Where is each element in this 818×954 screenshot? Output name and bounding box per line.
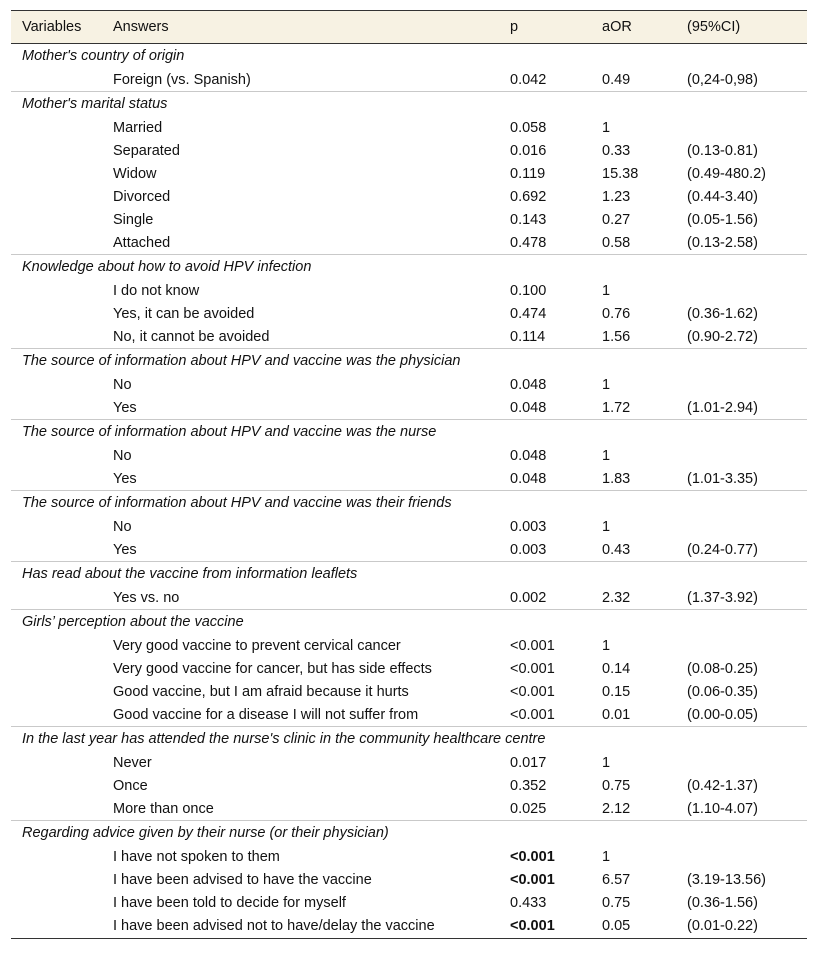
variable-cell [11, 634, 103, 657]
answer-cell: Very good vaccine to prevent cervical cancer [113, 637, 401, 654]
group-row [11, 420, 807, 445]
p-value-cell: 0.048 [510, 447, 547, 464]
answer-cell: Married [113, 119, 163, 136]
ci-cell: (1.37-3.92) [687, 589, 758, 606]
variable-cell [11, 657, 103, 680]
table-row [11, 845, 807, 868]
answer-cell: Foreign (vs. Spanish) [113, 71, 251, 88]
answer-cell: No, it cannot be avoided [113, 328, 270, 345]
aor-cell: 0.75 [602, 777, 631, 794]
p-value-cell: <0.001 [510, 637, 555, 654]
ci-cell [677, 845, 807, 868]
results-table [11, 10, 807, 939]
answer-cell: Good vaccine for a disease I will not suffer from [113, 706, 419, 723]
aor-cell: 0.49 [602, 71, 631, 88]
table-row [11, 116, 807, 139]
variable-cell [11, 914, 103, 939]
aor-cell: 1.56 [602, 328, 631, 345]
ci-cell: (0.24-0.77) [687, 541, 758, 558]
ci-cell [677, 751, 807, 774]
table-row [11, 680, 807, 703]
aor-cell: 0.76 [602, 305, 631, 322]
group-title: Regarding advice given by their nurse (or their physician) [11, 821, 807, 846]
answer-cell: Yes [113, 399, 137, 416]
aor-cell: 0.58 [602, 234, 631, 251]
table-row [11, 657, 807, 680]
ci-cell: (0.01-0.22) [677, 914, 807, 939]
table-header [11, 11, 807, 44]
group-title: The source of information about HPV and vaccine was the physician [11, 349, 807, 374]
aor-cell: 0.75 [602, 894, 631, 911]
ci-cell: (0.00-0.05) [687, 706, 758, 723]
group-title: In the last year has attended the nurse's clinic in the community healthcare centre [11, 727, 807, 752]
aor-cell: 1.23 [602, 188, 631, 205]
table-row [11, 68, 807, 92]
table-row [11, 751, 807, 774]
p-value-cell: 0.025 [510, 800, 547, 817]
ci-cell [677, 279, 807, 302]
group-title: The source of information about HPV and vaccine was their friends [11, 491, 807, 516]
answer-cell: Very good vaccine for cancer, but has side effects [113, 660, 432, 677]
p-value-cell: 0.474 [510, 305, 547, 322]
answer-cell: Single [113, 211, 154, 228]
aor-cell: 1.72 [602, 399, 631, 416]
p-value-cell: 0.100 [510, 282, 547, 299]
aor-cell: 2.12 [602, 800, 631, 817]
ci-cell [677, 373, 807, 396]
answer-cell: No [113, 518, 132, 535]
ci-cell: (0.08-0.25) [687, 660, 758, 677]
p-value-cell: <0.001 [510, 871, 555, 888]
variable-cell [11, 467, 103, 491]
aor-cell: 0.27 [602, 211, 631, 228]
answer-cell: Separated [113, 142, 180, 159]
aor-cell: 1 [602, 119, 611, 136]
table-row [11, 868, 807, 891]
answer-cell: No [113, 447, 132, 464]
ci-cell: (0.13-0.81) [687, 142, 758, 159]
answer-cell: Good vaccine, but I am afraid because it hurts [113, 683, 409, 700]
answer-cell: I have been advised to have the vaccine [113, 871, 372, 888]
ci-cell: (1.01-3.35) [687, 470, 758, 487]
variable-cell [11, 538, 103, 562]
ci-cell: (0.49-480.2) [687, 165, 766, 182]
p-value-cell: 0.048 [510, 470, 547, 487]
answer-cell: Attached [113, 234, 171, 251]
variable-cell [11, 444, 103, 467]
answer-cell: Never [113, 754, 152, 771]
variable-cell [11, 325, 103, 349]
p-value-cell: <0.001 [510, 660, 555, 677]
aor-cell: 6.57 [602, 871, 631, 888]
table-row [11, 891, 807, 914]
variable-cell [11, 868, 103, 891]
variable-cell [11, 279, 103, 302]
ci-cell: (0.05-1.56) [687, 211, 758, 228]
p-value-cell: 0.003 [510, 541, 547, 558]
table-row [11, 208, 807, 231]
aor-cell: 0.33 [602, 142, 631, 159]
aor-cell: 1 [602, 848, 611, 865]
group-title: The source of information about HPV and vaccine was the nurse [11, 420, 807, 445]
variable-cell [11, 396, 103, 420]
group-row [11, 349, 807, 374]
p-value-cell: 0.017 [510, 754, 547, 771]
ci-cell: (0.06-0.35) [687, 683, 758, 700]
variable-cell [11, 208, 103, 231]
results-table-container [11, 10, 807, 939]
answer-cell: I have been told to decide for myself [113, 894, 346, 911]
aor-cell: 0.14 [602, 660, 631, 677]
aor-cell: 1 [602, 376, 611, 393]
ci-cell [677, 116, 807, 139]
p-value-cell: 0.048 [510, 399, 547, 416]
aor-cell: 1 [602, 518, 611, 535]
p-value-cell: 0.352 [510, 777, 547, 794]
table-row [11, 279, 807, 302]
group-title: Mother's marital status [11, 92, 807, 117]
table-row [11, 139, 807, 162]
variable-cell [11, 116, 103, 139]
variable-cell [11, 139, 103, 162]
table-row [11, 373, 807, 396]
variable-cell [11, 797, 103, 821]
ci-cell [677, 444, 807, 467]
p-value-cell: 0.042 [510, 71, 547, 88]
group-row [11, 44, 807, 69]
ci-cell: (1.10-4.07) [687, 800, 758, 817]
table-row [11, 538, 807, 562]
variable-cell [11, 302, 103, 325]
p-value-cell: 0.002 [510, 589, 547, 606]
p-value-cell: 0.048 [510, 376, 547, 393]
table-row [11, 703, 807, 727]
aor-cell: 0.01 [602, 706, 631, 723]
aor-cell: 1 [602, 637, 611, 654]
table-row [11, 515, 807, 538]
table-row [11, 914, 807, 939]
p-value-cell: <0.001 [510, 683, 555, 700]
ci-cell: (0.36-1.56) [687, 894, 758, 911]
variable-cell [11, 586, 103, 610]
ci-cell [677, 634, 807, 657]
p-value-cell: 0.478 [510, 234, 547, 251]
p-value-cell: <0.001 [510, 848, 555, 865]
table-body [11, 44, 807, 939]
group-title: Has read about the vaccine from information leaflets [11, 562, 807, 587]
answer-cell: Yes [113, 541, 137, 558]
p-value-cell: 0.114 [510, 328, 546, 345]
ci-cell: (1.01-2.94) [687, 399, 758, 416]
aor-cell: 1 [602, 447, 611, 464]
p-value-cell: 0.003 [510, 518, 547, 535]
answer-cell: More than once [113, 800, 214, 817]
p-value-cell: 0.692 [510, 188, 547, 205]
variable-cell [11, 373, 103, 396]
header-p: p [500, 11, 592, 44]
header-row [11, 11, 807, 44]
p-value-cell: 0.433 [510, 894, 547, 911]
answer-cell: Once [113, 777, 148, 794]
header-ci: (95%CI) [677, 11, 807, 44]
aor-cell: 1 [602, 282, 611, 299]
group-row [11, 491, 807, 516]
p-value-cell: <0.001 [500, 914, 592, 939]
variable-cell [11, 751, 103, 774]
table-row [11, 586, 807, 610]
variable-cell [11, 231, 103, 255]
table-row [11, 774, 807, 797]
group-row [11, 92, 807, 117]
ci-cell: (0.44-3.40) [687, 188, 758, 205]
table-row [11, 467, 807, 491]
group-title: Knowledge about how to avoid HPV infection [11, 255, 807, 280]
answer-cell: I have not spoken to them [113, 848, 280, 865]
table-row [11, 444, 807, 467]
variable-cell [11, 68, 103, 92]
table-row [11, 325, 807, 349]
table-row [11, 231, 807, 255]
answer-cell: Yes vs. no [113, 589, 180, 606]
answer-cell: Yes [113, 470, 137, 487]
group-row [11, 821, 807, 846]
variable-cell [11, 774, 103, 797]
group-row [11, 727, 807, 752]
table-row [11, 302, 807, 325]
answer-cell: I do not know [113, 282, 200, 299]
variable-cell [11, 703, 103, 727]
answer-cell: Widow [113, 165, 157, 182]
group-title: Girls’ perception about the vaccine [11, 610, 807, 635]
answer-cell: Yes, it can be avoided [113, 305, 255, 322]
header-answers: Answers [103, 11, 500, 44]
aor-cell: 0.15 [602, 683, 631, 700]
p-value-cell: 0.058 [510, 119, 547, 136]
answer-cell: I have been advised not to have/delay the vaccine [103, 914, 500, 939]
table-row [11, 396, 807, 420]
group-row [11, 255, 807, 280]
table-row [11, 185, 807, 208]
variable-cell [11, 162, 103, 185]
aor-cell: 1.83 [602, 470, 631, 487]
table-row [11, 634, 807, 657]
ci-cell: (3.19-13.56) [687, 871, 766, 888]
group-row [11, 562, 807, 587]
ci-cell: (0.42-1.37) [687, 777, 758, 794]
variable-cell [11, 891, 103, 914]
group-title: Mother's country of origin [22, 48, 185, 64]
aor-cell: 0.05 [592, 914, 677, 939]
table-row [11, 162, 807, 185]
variable-cell [11, 185, 103, 208]
header-aor: aOR [592, 11, 677, 44]
variable-cell [11, 680, 103, 703]
ci-cell: (0.13-2.58) [687, 234, 758, 251]
p-value-cell: 0.016 [510, 142, 547, 159]
p-value-cell: 0.143 [510, 211, 547, 228]
ci-cell: (0.90-2.72) [687, 328, 758, 345]
group-row [11, 610, 807, 635]
header-variables: Variables [11, 11, 103, 44]
aor-cell: 2.32 [602, 589, 631, 606]
aor-cell: 0.43 [602, 541, 631, 558]
answer-cell: Divorced [113, 188, 171, 205]
ci-cell: (0,24-0,98) [687, 71, 758, 88]
ci-cell [677, 515, 807, 538]
p-value-cell: <0.001 [510, 706, 555, 723]
answer-cell: No [113, 376, 132, 393]
table-row [11, 797, 807, 821]
ci-cell: (0.36-1.62) [687, 305, 758, 322]
variable-cell [11, 845, 103, 868]
aor-cell: 15.38 [602, 165, 639, 182]
variable-cell [11, 515, 103, 538]
aor-cell: 1 [602, 754, 611, 771]
p-value-cell: 0.119 [510, 165, 546, 182]
